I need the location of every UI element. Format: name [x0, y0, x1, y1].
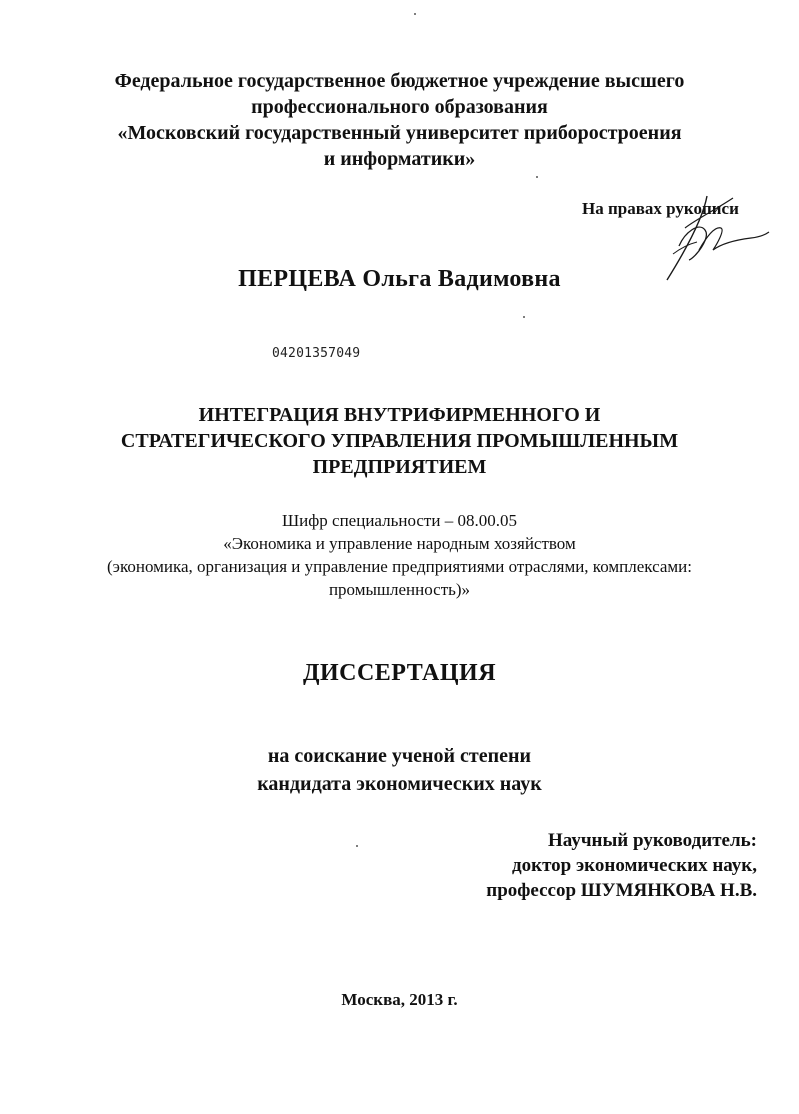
supervisor-line-3: профессор ШУМЯНКОВА Н.В.: [486, 880, 757, 901]
title-line-3: ПРЕДПРИЯТИЕМ: [312, 456, 487, 478]
supervisor-line-1: Научный руководитель:: [548, 830, 757, 851]
document-code: 04201357049: [272, 346, 361, 361]
scan-speck: [523, 316, 525, 318]
institution-line-2: профессионального образования: [251, 96, 548, 118]
title-line-1: ИНТЕГРАЦИЯ ВНУТРИФИРМЕННОГО И: [198, 404, 601, 426]
institution-line-4: и информатики»: [323, 148, 476, 170]
title-line-2: СТРАТЕГИЧЕСКОГО УПРАВЛЕНИЯ ПРОМЫШЛЕННЫМ: [120, 430, 679, 452]
scan-speck: [356, 845, 358, 847]
document-type: ДИССЕРТАЦИЯ: [302, 660, 497, 686]
degree-line-1: на соискание ученой степени: [267, 745, 532, 767]
author-name: ПЕРЦЕВА Ольга Вадимовна: [238, 266, 561, 292]
scan-speck: [414, 13, 416, 15]
rights-note: На правах рукописи: [582, 199, 739, 218]
institution-line-1: Федеральное государственное бюджетное учреждение высшего: [114, 70, 685, 92]
specialty-line-1: Шифр специальности – 08.00.05: [282, 511, 517, 530]
supervisor-line-2: доктор экономических наук,: [512, 855, 757, 876]
scan-speck: [536, 176, 538, 178]
specialty-line-2: «Экономика и управление народным хозяйством: [223, 534, 576, 553]
institution-line-3: «Московский государственный университет приборостроения: [117, 122, 682, 144]
specialty-line-4: промышленность)»: [328, 580, 471, 599]
degree-line-2: кандидата экономических наук: [257, 773, 542, 795]
city-year: Москва, 2013 г.: [341, 990, 458, 1009]
specialty-line-3: (экономика, организация и управление предприятиями отраслями, комплексами:: [107, 557, 692, 576]
